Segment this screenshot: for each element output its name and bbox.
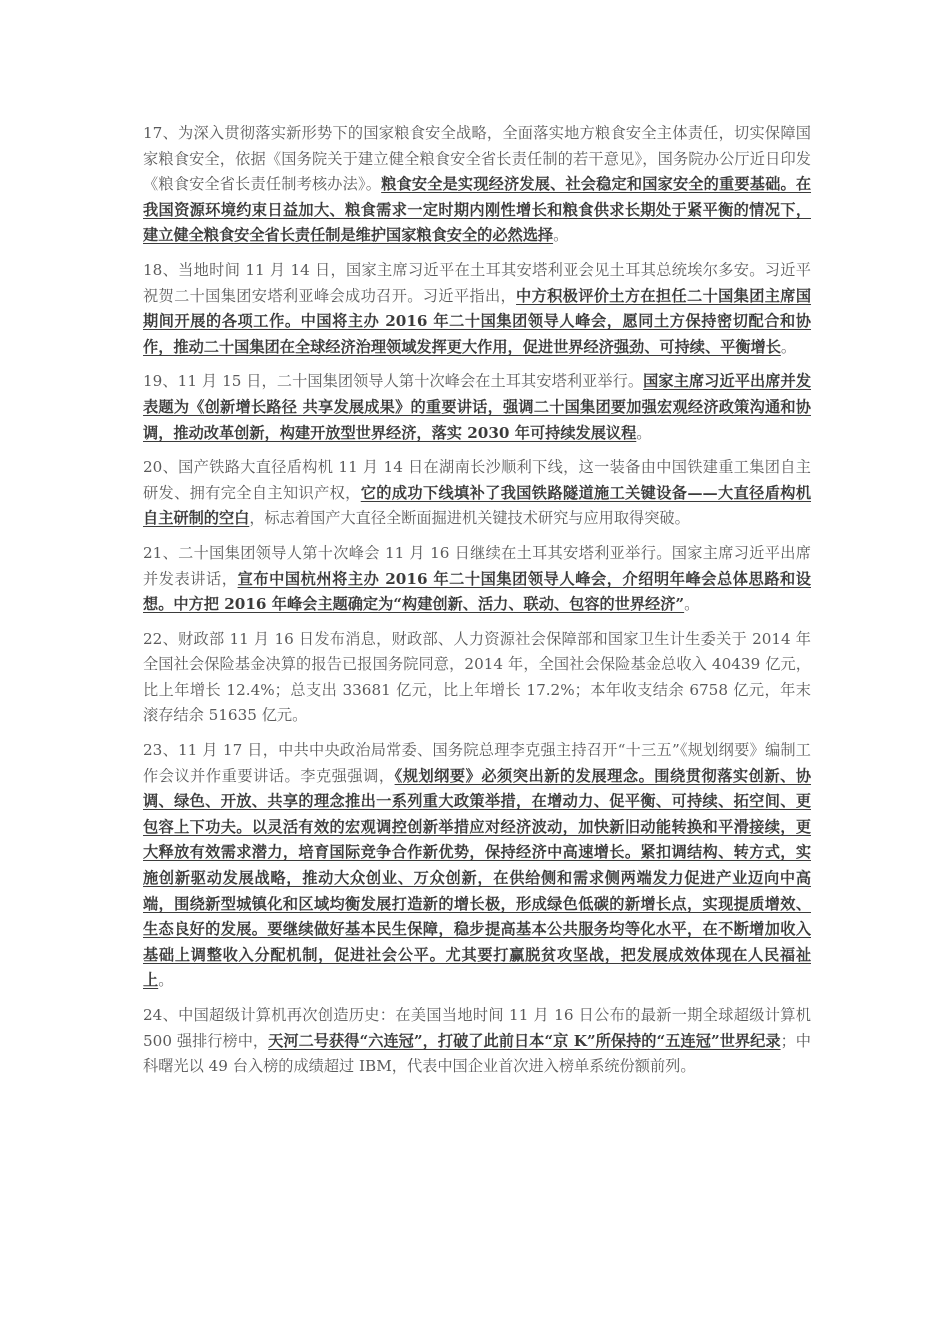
news-item-22	[143, 627, 811, 729]
item-highlight: 国家主席习近平出席并发表题为《创新增长路径 共享发展成果》的重要讲话，强调二十国集团要加强宏观经济政策沟通和协调，推动改革创新，构建开放型世界经济，落实 2030 年可持续发展议程	[143, 372, 812, 442]
item-text-tail: 。	[636, 423, 652, 442]
item-highlight: 它的成功下线填补了我国铁路隧道施工关键设备——大直径盾构机自主研制的空白	[143, 483, 812, 528]
item-text-tail: 。	[553, 226, 569, 245]
item-text: 17、为深入贯彻落实新形势下的国家粮食安全战略，全面落实地方粮食安全主体责任，切实保障国家粮食安全，依据《国务院关于建立健全粮食安全省长责任制的若干意见》，国务院办公厅近日印发《粮食安全省长责任制考核办法》。	[143, 124, 811, 194]
news-item-21	[143, 541, 811, 618]
item-text: 18、当地时间 11 月 14 日，国家主席习近平在土耳其安塔利亚会见土耳其总统埃尔多安。习近平祝贺二十国集团安塔利亚峰会成功召开。习近平指出，	[143, 260, 811, 305]
document-body	[143, 121, 811, 1089]
news-item-23	[143, 738, 811, 994]
item-highlight: 天河二号获得“六连冠”，打破了此前日本“京 K”所保持的“五连冠”世界纪录	[268, 1031, 781, 1050]
item-highlight: 《规划纲要》必须突出新的发展理念。围绕贯彻落实创新、协调、绿色、开放、共享的理念推出一系列重大政策举措，在增动力、促平衡、可持续、拓空间、更包容上下功夫。以灵活有效的宏观调控创新举措应对经济波动，加快新旧动能转换和平滑接续，更大释放有效需求潜力，培育国际竞争合作新优势，保持经济中高速增长。紧扣调结构、转方式，实施创新驱动发展战略，推动大众创业、万众创新，在供给侧和需求侧两端发力促进产业迈向中高端，围绕新型城镇化和区域均衡发展打造新的增长极，形成绿色低碳的新增长点，实现提质增效、生态良好的发展。要继续做好基本民生保障，稳步提高基本公共服务均等化水平，在不断增加收入基础上调整收入分配机制，促进社会公平。尤其要打赢脱贫攻坚战，把发展成效体现在人民福祉上	[143, 766, 812, 990]
item-text-tail: ；中科曙光以 49 台入榜的成绩超过 IBM，代表中国企业首次进入榜单系统份额前列。	[143, 1031, 811, 1076]
item-text-tail: ，标志着国产大直径全断面掘进机关键技术研究与应用取得突破。	[249, 509, 690, 528]
item-text-tail: 。	[158, 971, 174, 990]
news-item-24	[143, 1003, 811, 1080]
news-item-19	[143, 369, 811, 446]
item-text: 23、11 月 17 日，中共中央政治局常委、国务院总理李克强主持召开“十三五”《规划纲要》编制工作会议并作重要讲话。李克强强调，	[143, 741, 811, 785]
news-item-18	[143, 258, 811, 360]
item-text-tail: 。	[684, 595, 700, 614]
item-text-tail: 。	[780, 337, 797, 356]
item-text: 22、财政部 11 月 16 日发布消息，财政部、人力资源社会保障部和国家卫生计生委关于 2014 年全国社会保险基金决算的报告已报国务院同意，2014 年，全国社会保险基金总收入 40439 亿元，比上年增长 12.4%；总支出 33681 亿元，比上年增长 17.2%；本年收支结余 6758 亿元，年末滚存结余 51635 亿元。	[143, 629, 811, 725]
item-text: 21、二十国集团领导人第十次峰会 11 月 16 日继续在土耳其安塔利亚举行。国家主席习近平出席并发表讲话，	[143, 543, 811, 588]
item-text: 19、11 月 15 日，二十国集团领导人第十次峰会在土耳其安塔利亚举行。	[143, 372, 644, 391]
news-item-17	[143, 121, 811, 249]
item-highlight: 宣布中国杭州将主办 2016 年二十国集团领导人峰会，介绍明年峰会总体思路和设想。中方把 2016 年峰会主题确定为“构建创新、活力、联动、包容的世界经济”	[143, 569, 811, 614]
item-text: 24、中国超级计算机再次创造历史：在美国当地时间 11 月 16 日公布的最新一期全球超级计算机 500 强排行榜中，	[143, 1006, 811, 1050]
item-highlight: 粮食安全是实现经济发展、社会稳定和国家安全的重要基础。在我国资源环境约束日益加大、粮食需求一定时期内刚性增长和粮食供求长期处于紧平衡的情况下，建立健全粮食安全省长责任制是维护国家粮食安全的必然选择	[143, 175, 812, 245]
item-highlight: 中方积极评价土方在担任二十国集团主席国期间开展的各项工作。中国将主办 2016 年二十国集团领导人峰会，愿同土方保持密切配合和协作，推动二十国集团在全球经济治理领域发挥更大作用，促进世界经济强劲、可持续、平衡增长	[143, 286, 812, 356]
news-item-20	[143, 455, 811, 532]
item-text: 20、国产铁路大直径盾构机 11 月 14 日在湖南长沙顺利下线，这一装备由中国铁建重工集团自主研发、拥有完全自主知识产权，	[143, 458, 811, 502]
